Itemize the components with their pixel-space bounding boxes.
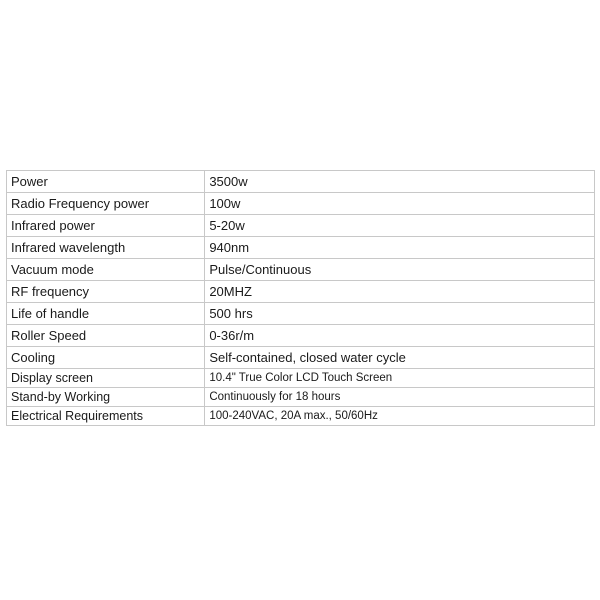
spec-label: Stand-by Working [7,388,205,407]
spec-label: Electrical Requirements [7,407,205,426]
spec-value: 500 hrs [205,303,595,325]
table-row [7,215,595,237]
table-row [7,193,595,215]
table-row [7,369,595,388]
table-row [7,281,595,303]
spec-value: Pulse/Continuous [205,259,595,281]
spec-value: 940nm [205,237,595,259]
spec-label: Infrared power [7,215,205,237]
spec-value: 100-240VAC, 20A max., 50/60Hz [205,407,595,426]
spec-label: Power [7,171,205,193]
table-row [7,325,595,347]
spec-label: Life of handle [7,303,205,325]
spec-value: Self-contained, closed water cycle [205,347,595,369]
spec-value: 100w [205,193,595,215]
spec-label: Display screen [7,369,205,388]
spec-value: 3500w [205,171,595,193]
spec-label: Cooling [7,347,205,369]
spec-value: 10.4" True Color LCD Touch Screen [205,369,595,388]
table-row [7,407,595,426]
spec-label: Infrared wavelength [7,237,205,259]
spec-value: 20MHZ [205,281,595,303]
table-row [7,388,595,407]
spec-table [6,170,595,426]
spec-label: Roller Speed [7,325,205,347]
table-row [7,347,595,369]
spec-value: 5-20w [205,215,595,237]
table-row [7,259,595,281]
spec-label: Radio Frequency power [7,193,205,215]
table-row [7,237,595,259]
spec-value: 0-36r/m [205,325,595,347]
spec-label: Vacuum mode [7,259,205,281]
table-row [7,303,595,325]
table-row [7,171,595,193]
spec-label: RF frequency [7,281,205,303]
spec-value: Continuously for 18 hours [205,388,595,407]
